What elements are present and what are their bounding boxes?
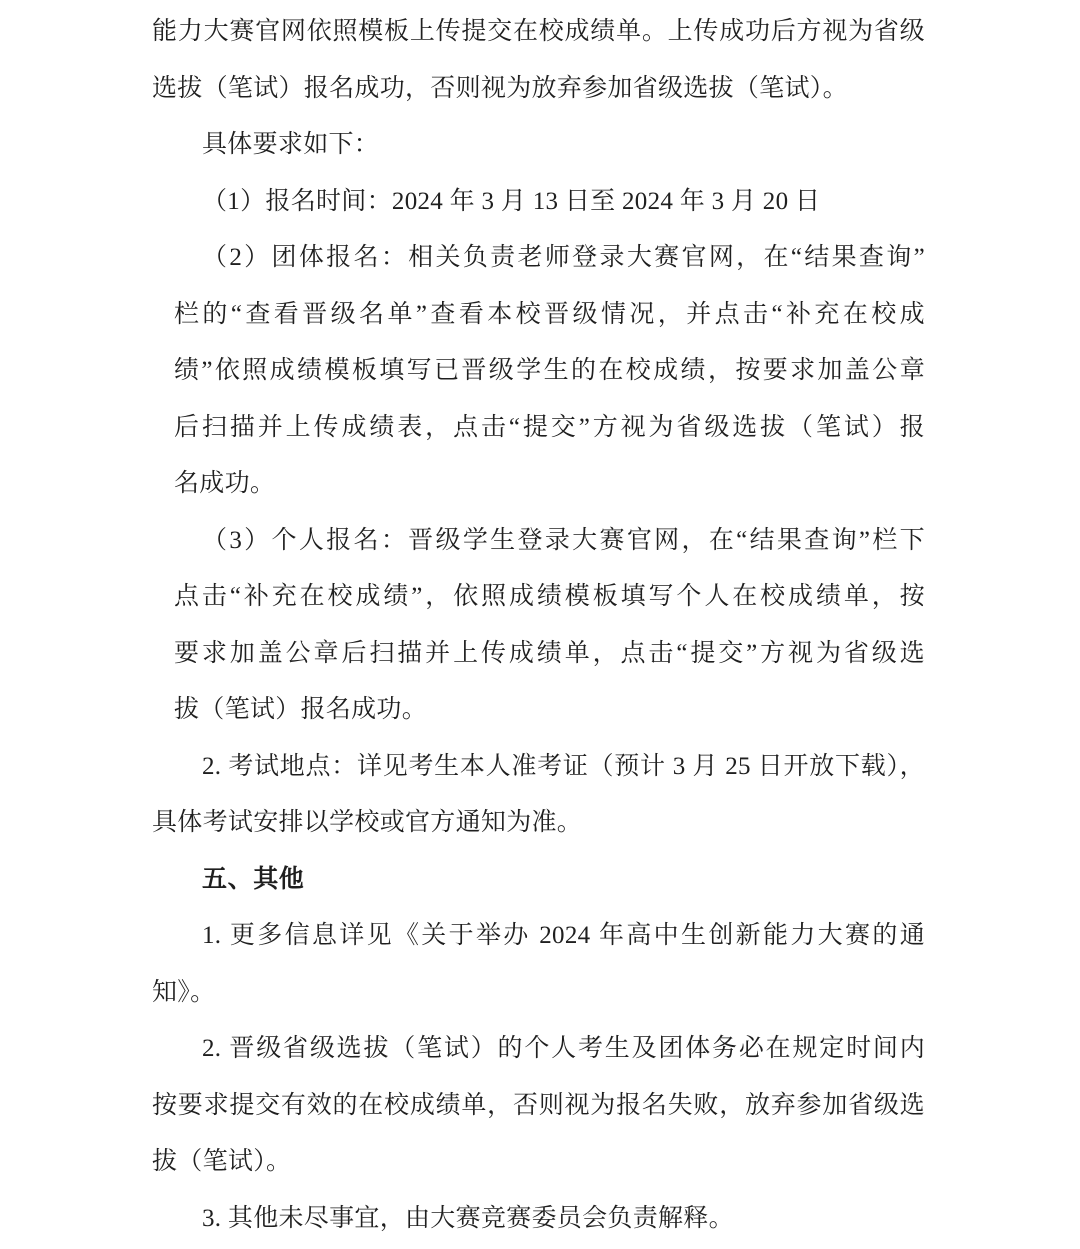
text-line-19: 2. 晋级省级选拔（笔试）的个人考生及团体务必在规定时间内 — [202, 1035, 925, 1062]
text-line-5: （2）团体报名：相关负责老师登录大赛官网，在“结果查询” — [202, 244, 925, 271]
text-line-7: 绩”依照成绩模板填写已晋级学生的在校成绩，按要求加盖公章 — [174, 357, 925, 384]
text-line-18: 知》。 — [152, 978, 216, 1006]
text-line-12: 要求加盖公章后扫描并上传成绩单，点击“提交”方视为省级选 — [174, 639, 925, 667]
document-text-block — [152, 4, 925, 1247]
text-line-20: 按要求提交有效的在校成绩单，否则视为报名失败，放弃参加省级选 — [152, 1091, 925, 1119]
text-line-17: 1. 更多信息详见《关于举办 2024 年高中生创新能力大赛的通 — [202, 922, 925, 949]
text-line-14: 2. 考试地点：详见考生本人准考证（预计 3 月 25 日开放下载）， — [202, 752, 925, 780]
text-line-13: 拔（笔试）报名成功。 — [174, 696, 428, 723]
text-line-4: （1）报名时间：2024 年 3 月 13 日至 2024 年 3 月 20 日 — [202, 187, 821, 215]
text-line-22: 3. 其他未尽事宜，由大赛竞赛委员会负责解释。 — [202, 1204, 734, 1232]
text-line-6: 栏的“查看晋级名单”查看本校晋级情况，并点击“补充在校成 — [174, 300, 925, 328]
text-line-2: 选拔（笔试）报名成功，否则视为放弃参加省级选拔（笔试）。 — [152, 74, 848, 102]
text-line-11: 点击“补充在校成绩”，依照成绩模板填写个人在校成绩单，按 — [174, 583, 925, 610]
text-line-3: 具体要求如下： — [202, 131, 380, 158]
text-line-10: （3）个人报名：晋级学生登录大赛官网，在“结果查询”栏下 — [202, 526, 925, 554]
text-line-9: 名成功。 — [174, 470, 276, 497]
text-line-15: 具体考试安排以学校或官方通知为准。 — [152, 809, 583, 836]
text-line-1: 能力大赛官网依照模板上传提交在校成绩单。上传成功后方视为省级 — [152, 18, 925, 45]
text-line-8: 后扫描并上传成绩表，点击“提交”方视为省级选拔（笔试）报 — [174, 413, 925, 441]
text-line-21: 拔（笔试）。 — [152, 1148, 292, 1175]
section-heading: 五、其他 — [202, 865, 305, 893]
